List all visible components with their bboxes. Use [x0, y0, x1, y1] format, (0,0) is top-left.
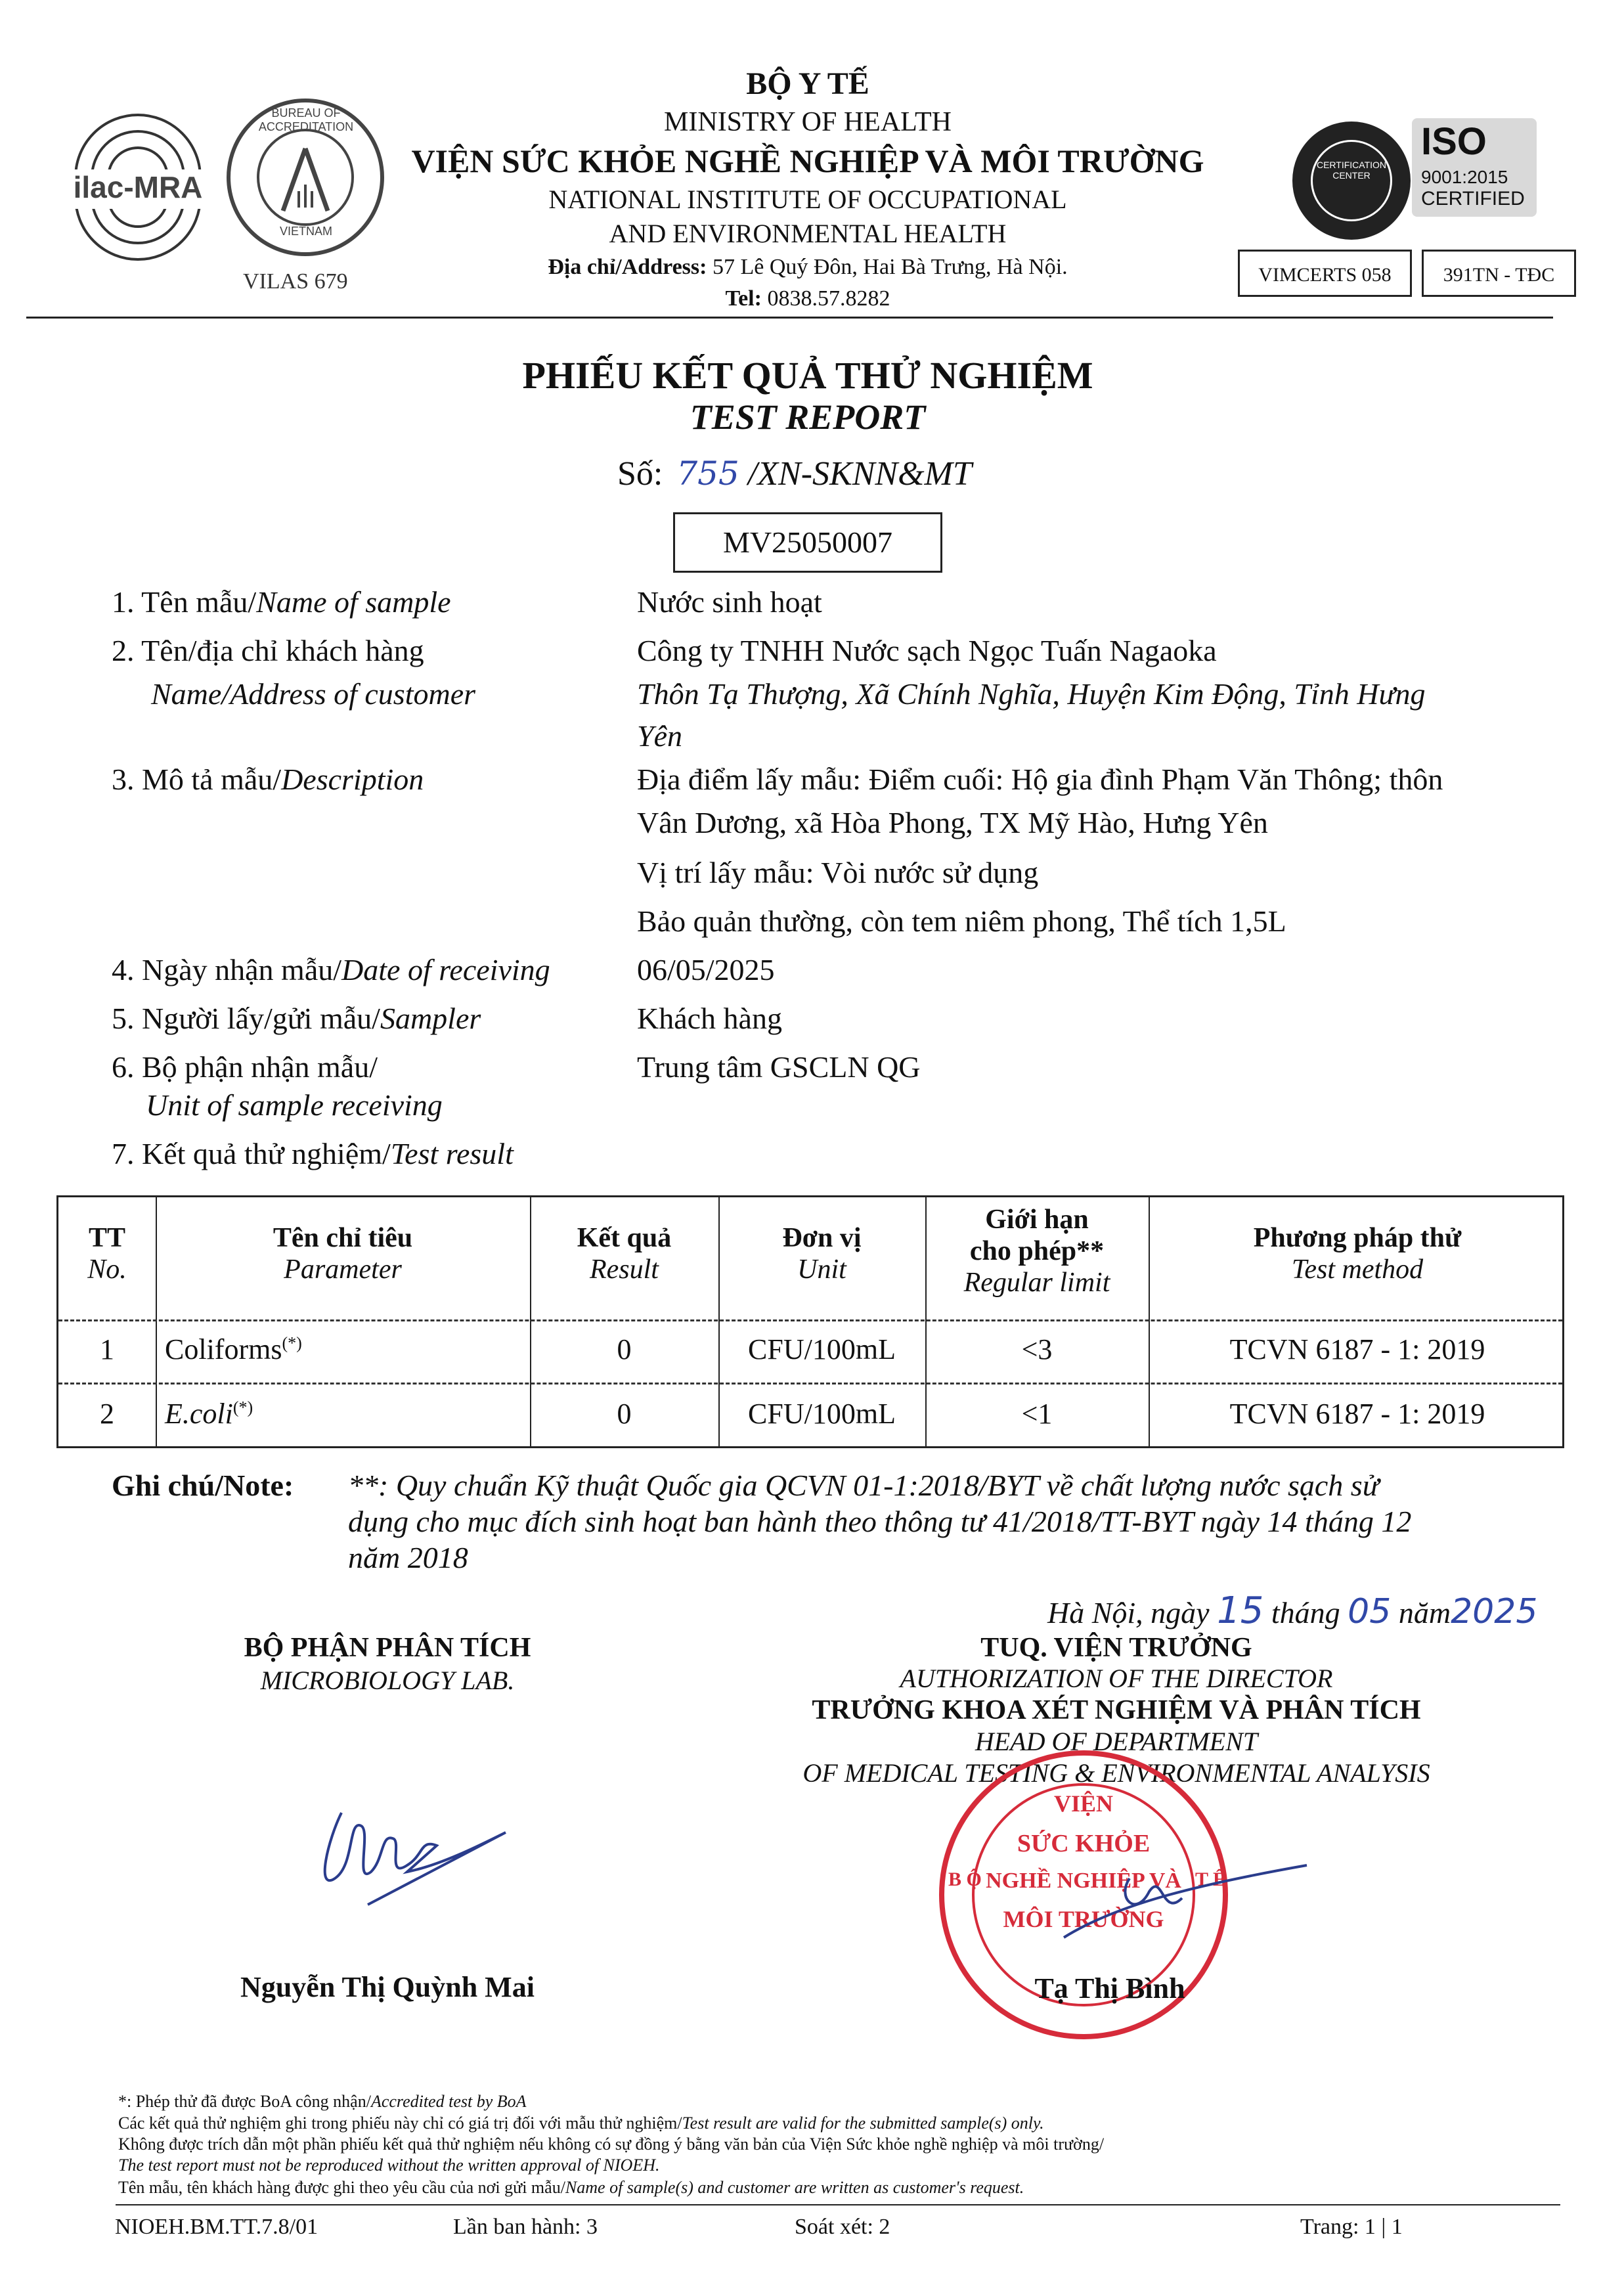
- footnote-5: Tên mẫu, tên khách hàng được ghi theo yêu cầu của nơi gửi mẫu/Name of sample(s) and customer are written as customer's request.: [118, 2178, 1024, 2197]
- info-value-date-receiving: 06/05/2025: [637, 953, 775, 986]
- info-value-name-of-sample: Nước sinh hoạt: [637, 585, 822, 619]
- tel-line: Tel: 0838.57.8282: [725, 286, 890, 311]
- sample-code-box: MV25050007: [673, 512, 942, 573]
- note-line-1: **: Quy chuẩn Kỹ thuật Quốc gia QCVN 01-1:2018/BYT về chất lượng nước sạch sử: [348, 1469, 1379, 1502]
- vilas-accreditation-seal: BUREAU OF ACCREDITATION VIETNAM: [227, 99, 384, 256]
- report-title-vi: PHIẾU KẾT QUẢ THỬ NGHIỆM: [522, 354, 1093, 397]
- info-value-description-1: Địa điểm lấy mẫu: Điểm cuối: Hộ gia đình Phạm Văn Thông; thôn: [637, 763, 1443, 796]
- certification-center-seal: CERTIFICATION CENTER: [1292, 122, 1411, 240]
- note-label: Ghi chú/Note:: [112, 1469, 294, 1502]
- note-line-3: năm 2018: [348, 1541, 468, 1574]
- footer-review: Soát xét: 2: [795, 2215, 890, 2239]
- info-item-customer-en: Name/Address of customer: [151, 677, 476, 711]
- table-row-2-result: 0: [617, 1398, 632, 1430]
- info-item-unit-receiving: 6. Bộ phận nhận mẫu/: [112, 1050, 378, 1084]
- right-sign-line-2: AUTHORIZATION OF THE DIRECTOR: [900, 1664, 1333, 1693]
- note-line-2: dụng cho mục đích sinh hoạt ban hành theo thông tư 41/2018/TT-BYT ngày 14 tháng 12: [348, 1505, 1412, 1538]
- table-row-2-unit: CFU/100mL: [748, 1398, 896, 1430]
- left-sign-title-en: MICROBIOLOGY LAB.: [260, 1666, 515, 1695]
- table-header-no: TT No.: [87, 1223, 127, 1285]
- ministry-en: MINISTRY OF HEALTH: [664, 107, 952, 137]
- footnote-3: Không được trích dẫn một phần phiếu kết quả thử nghiệm nếu không có sự đồng ý bằng văn bản của Viện Sức khỏe nghề nghiệp và môi trường/: [118, 2135, 1105, 2154]
- handwritten-day: 15: [1217, 1589, 1264, 1632]
- table-row-2-param: E.coli(*): [165, 1398, 253, 1430]
- institute-en-1: NATIONAL INSTITUTE OF OCCUPATIONAL: [548, 185, 1067, 214]
- right-signature: [1051, 1826, 1313, 1957]
- right-sign-line-5: OF MEDICAL TESTING & ENVIRONMENTAL ANALYSIS: [802, 1758, 1430, 1788]
- info-value-customer-name: Công ty TNHH Nước sạch Ngọc Tuấn Nagaoka: [637, 634, 1217, 667]
- table-row-1-no: 1: [100, 1333, 114, 1365]
- header-divider: [26, 317, 1553, 319]
- table-header-unit: Đơn vị Unit: [782, 1223, 862, 1285]
- info-value-customer-address-2: Yên: [637, 719, 682, 753]
- table-row-1-param: Coliforms(*): [165, 1333, 302, 1365]
- table-row-1-limit: <3: [1021, 1333, 1053, 1365]
- left-signature: [309, 1793, 545, 1911]
- table-header-parameter: Tên chỉ tiêu Parameter: [273, 1223, 413, 1285]
- iso-certified-badge: ISO 9001:2015 CERTIFIED: [1412, 118, 1537, 217]
- institute-vi: VIỆN SỨC KHỎE NGHỀ NGHIỆP VÀ MÔI TRƯỜNG: [411, 143, 1204, 179]
- footer-page: Trang: 1 | 1: [1300, 2215, 1403, 2239]
- table-header-method: Phương pháp thử Test method: [1253, 1223, 1462, 1285]
- table-row-2-limit: <1: [1021, 1398, 1053, 1430]
- footnote-4: The test report must not be reproduced without the written approval of NIOEH.: [118, 2156, 660, 2175]
- table-row-1-result: 0: [617, 1333, 632, 1365]
- info-item-sampler: 5. Người lấy/gửi mẫu/Sampler: [112, 1002, 481, 1035]
- footnote-1: *: Phép thử đã được BoA công nhận/Accredited test by BoA: [118, 2092, 527, 2111]
- info-value-unit-receiving: Trung tâm GSCLN QG: [637, 1050, 921, 1084]
- table-header-limit: Giới hạn cho phép** Regular limit: [963, 1205, 1110, 1298]
- info-value-description-4: Bảo quản thường, còn tem niêm phong, Thể tích 1,5L: [637, 904, 1286, 938]
- footnote-2: Các kết quả thử nghiệm ghi trong phiếu này chỉ có giá trị đối với mẫu thử nghiệm/Test result are valid for the submitted sample(s) only.: [118, 2114, 1044, 2133]
- handwritten-number: 755: [676, 454, 739, 493]
- report-number: Số: 755 /XN-SKNN&MT: [617, 454, 972, 493]
- handwritten-year: 2025: [1451, 1592, 1538, 1631]
- institute-red-stamp: VIỆN SỨC KHỎE NGHỀ NGHIỆP VÀ MÔI TRƯỜNG B Ộ T Ế: [939, 1750, 1228, 2039]
- footer-revision: Lần ban hành: 3: [453, 2215, 598, 2239]
- signing-date: Hà Nội, ngày 15 tháng 05 năm2025: [1047, 1589, 1538, 1632]
- footer-divider: [116, 2204, 1560, 2205]
- left-signer-name: Nguyễn Thị Quỳnh Mai: [240, 1971, 535, 2003]
- left-sign-title: BỘ PHẬN PHÂN TÍCH: [244, 1633, 531, 1663]
- ilac-mra-logo: [56, 99, 220, 276]
- vilas-label: VILAS 679: [243, 269, 348, 294]
- handwritten-month: 05: [1348, 1592, 1392, 1631]
- info-value-customer-address: Thôn Tạ Thượng, Xã Chính Nghĩa, Huyện Kim Động, Tỉnh Hưng: [637, 677, 1426, 711]
- footer-form-code: NIOEH.BM.TT.7.8/01: [115, 2215, 318, 2239]
- table-row-2-no: 2: [100, 1398, 114, 1430]
- ministry-vi: BỘ Y TẾ: [746, 66, 869, 101]
- info-item-customer: 2. Tên/địa chỉ khách hàng: [112, 634, 424, 667]
- right-sign-line-3: TRƯỞNG KHOA XÉT NGHIỆM VÀ PHÂN TÍCH: [812, 1695, 1421, 1725]
- table-header-result: Kết quả Result: [577, 1223, 672, 1285]
- right-sign-line-4: HEAD OF DEPARTMENT: [975, 1727, 1258, 1756]
- info-item-description: 3. Mô tả mẫu/Description: [112, 763, 424, 796]
- info-item-test-result: 7. Kết quả thử nghiệm/Test result: [112, 1137, 514, 1170]
- vimcerts-box: VIMCERTS 058: [1238, 250, 1412, 297]
- results-table: [56, 1195, 1564, 1448]
- table-row-1-unit: CFU/100mL: [748, 1333, 896, 1365]
- tdc-box: 391TN - TĐC: [1422, 250, 1576, 297]
- right-signer-name: Tạ Thị Bình: [1034, 1972, 1185, 2004]
- table-row-1-method: TCVN 6187 - 1: 2019: [1229, 1333, 1485, 1365]
- address-line: Địa chỉ/Address: 57 Lê Quý Đôn, Hai Bà Trưng, Hà Nội.: [548, 255, 1068, 279]
- info-value-description-3: Vị trí lấy mẫu: Vòi nước sử dụng: [637, 856, 1039, 889]
- info-item-unit-receiving-en: Unit of sample receiving: [146, 1088, 443, 1122]
- info-item-name-of-sample: 1. Tên mẫu/Name of sample: [112, 585, 451, 619]
- report-title-en: TEST REPORT: [690, 397, 926, 437]
- institute-en-2: AND ENVIRONMENTAL HEALTH: [609, 219, 1007, 248]
- info-item-date-receiving: 4. Ngày nhận mẫu/Date of receiving: [112, 953, 550, 986]
- right-sign-line-1: TUQ. VIỆN TRƯỞNG: [980, 1633, 1252, 1663]
- info-value-description-2: Vân Dương, xã Hòa Phong, TX Mỹ Hào, Hưng Yên: [637, 806, 1268, 839]
- table-row-2-method: TCVN 6187 - 1: 2019: [1229, 1398, 1485, 1430]
- info-value-sampler: Khách hàng: [637, 1002, 782, 1035]
- ilac-mra-text: ilac-MRA: [73, 170, 203, 204]
